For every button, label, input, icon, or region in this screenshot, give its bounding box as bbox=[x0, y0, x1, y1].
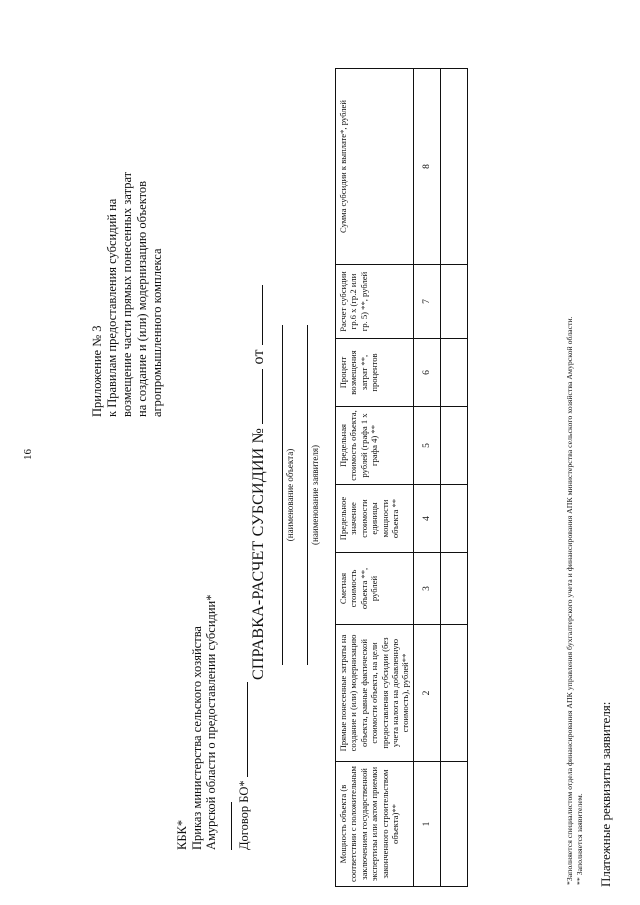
column-number: 6 bbox=[413, 339, 440, 407]
table-header-cell: Сумма субсидии к выплате*, рублей bbox=[336, 69, 414, 265]
table-number-row bbox=[413, 69, 440, 887]
table-header-cell: Предельное значение стоимости единицы мощности объекта ** bbox=[336, 485, 414, 553]
table-cell[interactable] bbox=[440, 485, 467, 553]
order-line-1: Приказ министерства сельского хозяйства bbox=[189, 626, 204, 850]
appendix-line: на создание и (или) модернизацию объектов bbox=[135, 180, 149, 417]
document-title bbox=[250, 285, 268, 680]
appendix-line: к Правилам предоставления субсидий на bbox=[105, 198, 119, 417]
appendix-block bbox=[90, 97, 165, 417]
kbk-label: КБК* bbox=[175, 819, 189, 850]
object-caption: (наименование объекта) bbox=[285, 448, 295, 542]
footnote-2: ** Заполняется заявителем. bbox=[575, 793, 584, 885]
column-number: 4 bbox=[413, 485, 440, 553]
table-header-cell: Процент возмещения затрат **, процентов bbox=[336, 339, 414, 407]
contract-field[interactable] bbox=[235, 682, 248, 777]
footnote-1: *Заполняется специалистом отдела финансирования АПК управления бухгалтерского учета и финансирования АПК министерства сельского хозяйства Амурской области. bbox=[565, 316, 574, 885]
table-entry-row bbox=[440, 69, 467, 887]
table-cell[interactable] bbox=[440, 339, 467, 407]
table-cell[interactable] bbox=[440, 69, 467, 265]
table-cell[interactable] bbox=[440, 407, 467, 485]
title-text: СПРАВКА-РАСЧЕТ СУБСИДИИ № bbox=[250, 427, 267, 680]
table-header-cell: Предельная стоимость объекта, рублей (графа 1 х графа 4) ** bbox=[336, 407, 414, 485]
column-number: 2 bbox=[413, 625, 440, 762]
appendix-line: возмещение части прямых понесенных затрат bbox=[120, 171, 134, 417]
column-number: 3 bbox=[413, 553, 440, 625]
appendix-line: агропромышленного комплекса bbox=[150, 248, 164, 417]
number-field[interactable] bbox=[250, 369, 263, 424]
column-number: 5 bbox=[413, 407, 440, 485]
table-cell[interactable] bbox=[440, 553, 467, 625]
order-line-2: Амурской области о предоставлении субсидии* bbox=[204, 594, 218, 850]
column-number: 1 bbox=[413, 762, 440, 887]
header-fields bbox=[175, 550, 252, 850]
contract-label: Договор БО* bbox=[237, 780, 251, 850]
column-number: 8 bbox=[413, 69, 440, 265]
date-field[interactable] bbox=[250, 285, 263, 345]
table-cell[interactable] bbox=[440, 265, 467, 339]
table-header-cell: Расчет субсидии гр.6 х (гр.2 или гр. 5) **, рублей bbox=[336, 265, 414, 339]
table-header-cell: Сметная стоимость объекта **, рублей bbox=[336, 553, 414, 625]
calculation-table bbox=[335, 68, 468, 887]
table-cell[interactable] bbox=[440, 625, 467, 762]
footnotes bbox=[565, 316, 585, 885]
applicant-line[interactable] bbox=[307, 325, 308, 665]
appendix-title: Приложение № 3 bbox=[90, 325, 104, 417]
title-from: от bbox=[250, 349, 267, 365]
table-header-row bbox=[336, 69, 414, 887]
table-cell[interactable] bbox=[440, 762, 467, 887]
object-line[interactable] bbox=[282, 325, 283, 665]
applicant-caption: (наименование заявителя) bbox=[310, 445, 320, 545]
table-header-cell: Мощность объекта (в соответствии с положительным заключением государственной экспертизы или актом приемки законченного строительством объекта)** bbox=[336, 762, 414, 887]
page-number: 16 bbox=[22, 449, 34, 460]
payment-details-label: Платежные реквизиты заявителя: bbox=[598, 701, 613, 887]
order-field[interactable] bbox=[219, 802, 232, 850]
column-number: 7 bbox=[413, 265, 440, 339]
table-header-cell: Прямые понесенные затраты на создание и (или) модернизацию объекта, равные фактической стоимости объекта, на цели предоставления субсидии (без учета налога на добавленную стоимость), рублей** bbox=[336, 625, 414, 762]
